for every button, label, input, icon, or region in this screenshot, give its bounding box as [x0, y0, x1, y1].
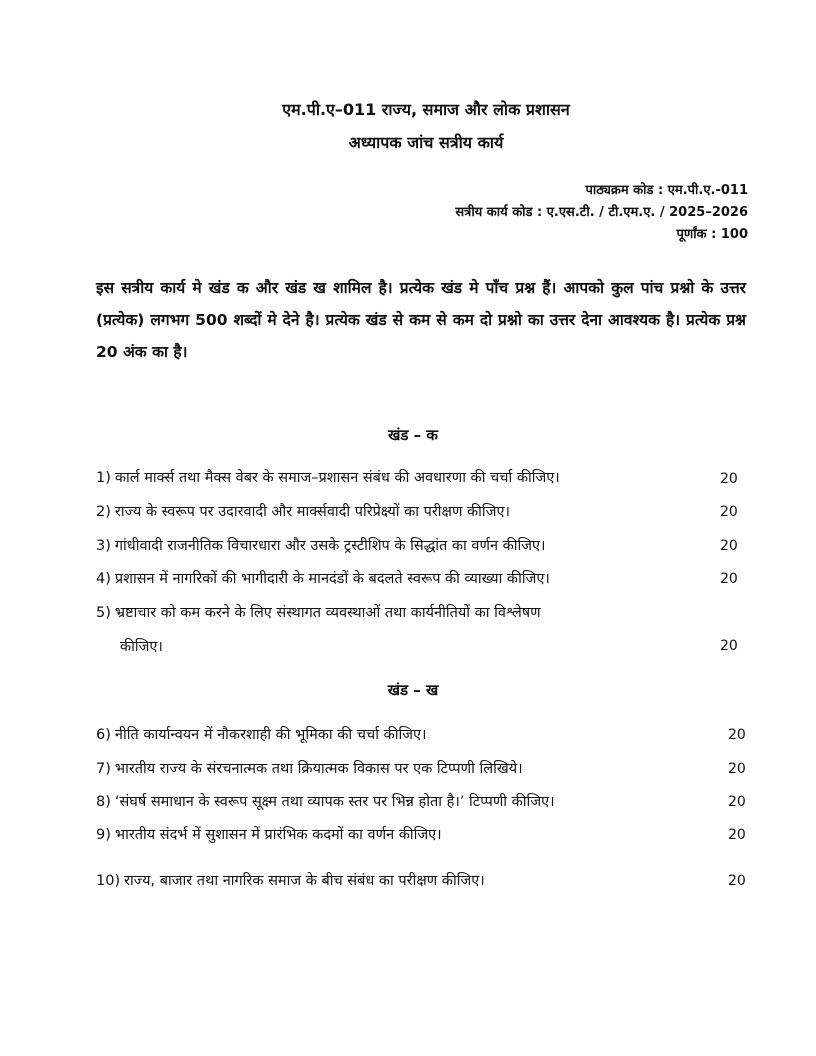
question-number: 4) — [96, 571, 111, 587]
question-text: भारतीय राज्य के संरचनात्मक तथा क्रियात्मक विकास पर एक टिप्पणी लिखिये। — [114, 761, 523, 777]
question-5-marks: 20 — [720, 638, 738, 654]
question-text: नीति कार्यान्वयन में नौकरशाही की भूमिका की चर्चा कीजिए। — [114, 727, 427, 743]
course-title: एम.पी.ए–011 राज्य, समाज और लोक प्रशासन — [282, 100, 570, 119]
question-text: राज्य के स्वरूप पर उदारवादी और मार्क्सवादी परिप्रेक्ष्यों का परीक्षण कीजिए। — [114, 504, 510, 520]
question-10 — [96, 865, 485, 897]
question-number: 3) — [96, 538, 111, 554]
question-9-marks: 20 — [728, 827, 746, 843]
question-number: 7) — [96, 761, 111, 777]
question-1-marks: 20 — [720, 471, 738, 487]
question-8-marks: 20 — [728, 794, 746, 810]
question-5 — [96, 597, 541, 629]
section-a-heading: खंड – क — [388, 426, 438, 444]
section-b-heading: खंड – ख — [387, 681, 439, 699]
course-code: पाठ्यक्रम कोड : एम.पी.ए.-011 — [585, 183, 748, 198]
question-4-marks: 20 — [720, 571, 738, 587]
question-3-marks: 20 — [720, 538, 738, 554]
question-8 — [96, 786, 555, 818]
instructions: इस सत्रीय कार्य मे खंड क और खंड ख शामिल है। प्रत्येक खंड मे पाँच प्रश्न हैं। आपको कुल पांच प्रश्नो के उत्तर (प्रत्येक) लगभग 500 शब्दों मे देने है। प्रत्येक खंड से कम से कम दो प्रश्नो का उत्तर देना आवश्यक है। प्रत्येक प्रश्न 20 अंक का है। — [96, 279, 746, 361]
question-text: प्रशासन में नागरिकों की भागीदारी के मानदंडों के बदलते स्वरूप की व्याख्या कीजिए। — [114, 571, 550, 587]
question-text: राज्य, बाजार तथा नागरिक समाज के बीच संबंध का परीक्षण कीजिए। — [124, 873, 485, 889]
question-text: गांधीवादी राजनीतिक विचारधारा और उसके ट्रस्टीशिप के सिद्धांत का वर्णन कीजिए। — [114, 538, 546, 554]
question-1 — [96, 462, 560, 494]
question-2 — [96, 496, 510, 528]
question-9 — [96, 819, 442, 851]
question-number: 10) — [96, 873, 121, 889]
question-number: 2) — [96, 504, 111, 520]
question-number: 9) — [96, 827, 111, 843]
question-7 — [96, 753, 523, 785]
question-3 — [96, 530, 546, 562]
assignment-code: सत्रीय कार्य कोड : ए.एस.टी. / टी.एम.ए. / 2025–2026 — [455, 205, 748, 220]
question-6-marks: 20 — [728, 727, 746, 743]
max-marks: पूर्णांक : 100 — [676, 227, 748, 242]
question-number: 6) — [96, 727, 111, 743]
assignment-title: अध्यापक जांच सत्रीय कार्य — [348, 133, 504, 152]
question-7-marks: 20 — [728, 761, 746, 777]
question-text: ‘संघर्ष समाधान के स्वरूप सूक्ष्म तथा व्यापक स्तर पर भिन्न होता है।’ टिप्पणी कीजिए। — [114, 794, 555, 810]
question-text: भारतीय संदर्भ में सुशासन में प्रारंभिक कदमों का वर्णन कीजिए। — [114, 827, 442, 843]
question-6 — [96, 719, 427, 751]
question-10-marks: 20 — [728, 873, 746, 889]
question-text: कार्ल मार्क्स तथा मैक्स वेबर के समाज–प्रशासन संबंध की अवधारणा की चर्चा कीजिए। — [114, 470, 560, 486]
question-number: 8) — [96, 794, 111, 810]
question-5-continued: कीजिए। — [120, 639, 163, 655]
question-2-marks: 20 — [720, 504, 738, 520]
question-4 — [96, 563, 550, 595]
question-number: 1) — [96, 470, 111, 486]
question-number: 5) — [96, 605, 111, 621]
question-text: भ्रष्टाचार को कम करने के लिए संस्थागत व्यवस्थाओं तथा कार्यनीतियों का विश्लेषण — [114, 605, 541, 621]
